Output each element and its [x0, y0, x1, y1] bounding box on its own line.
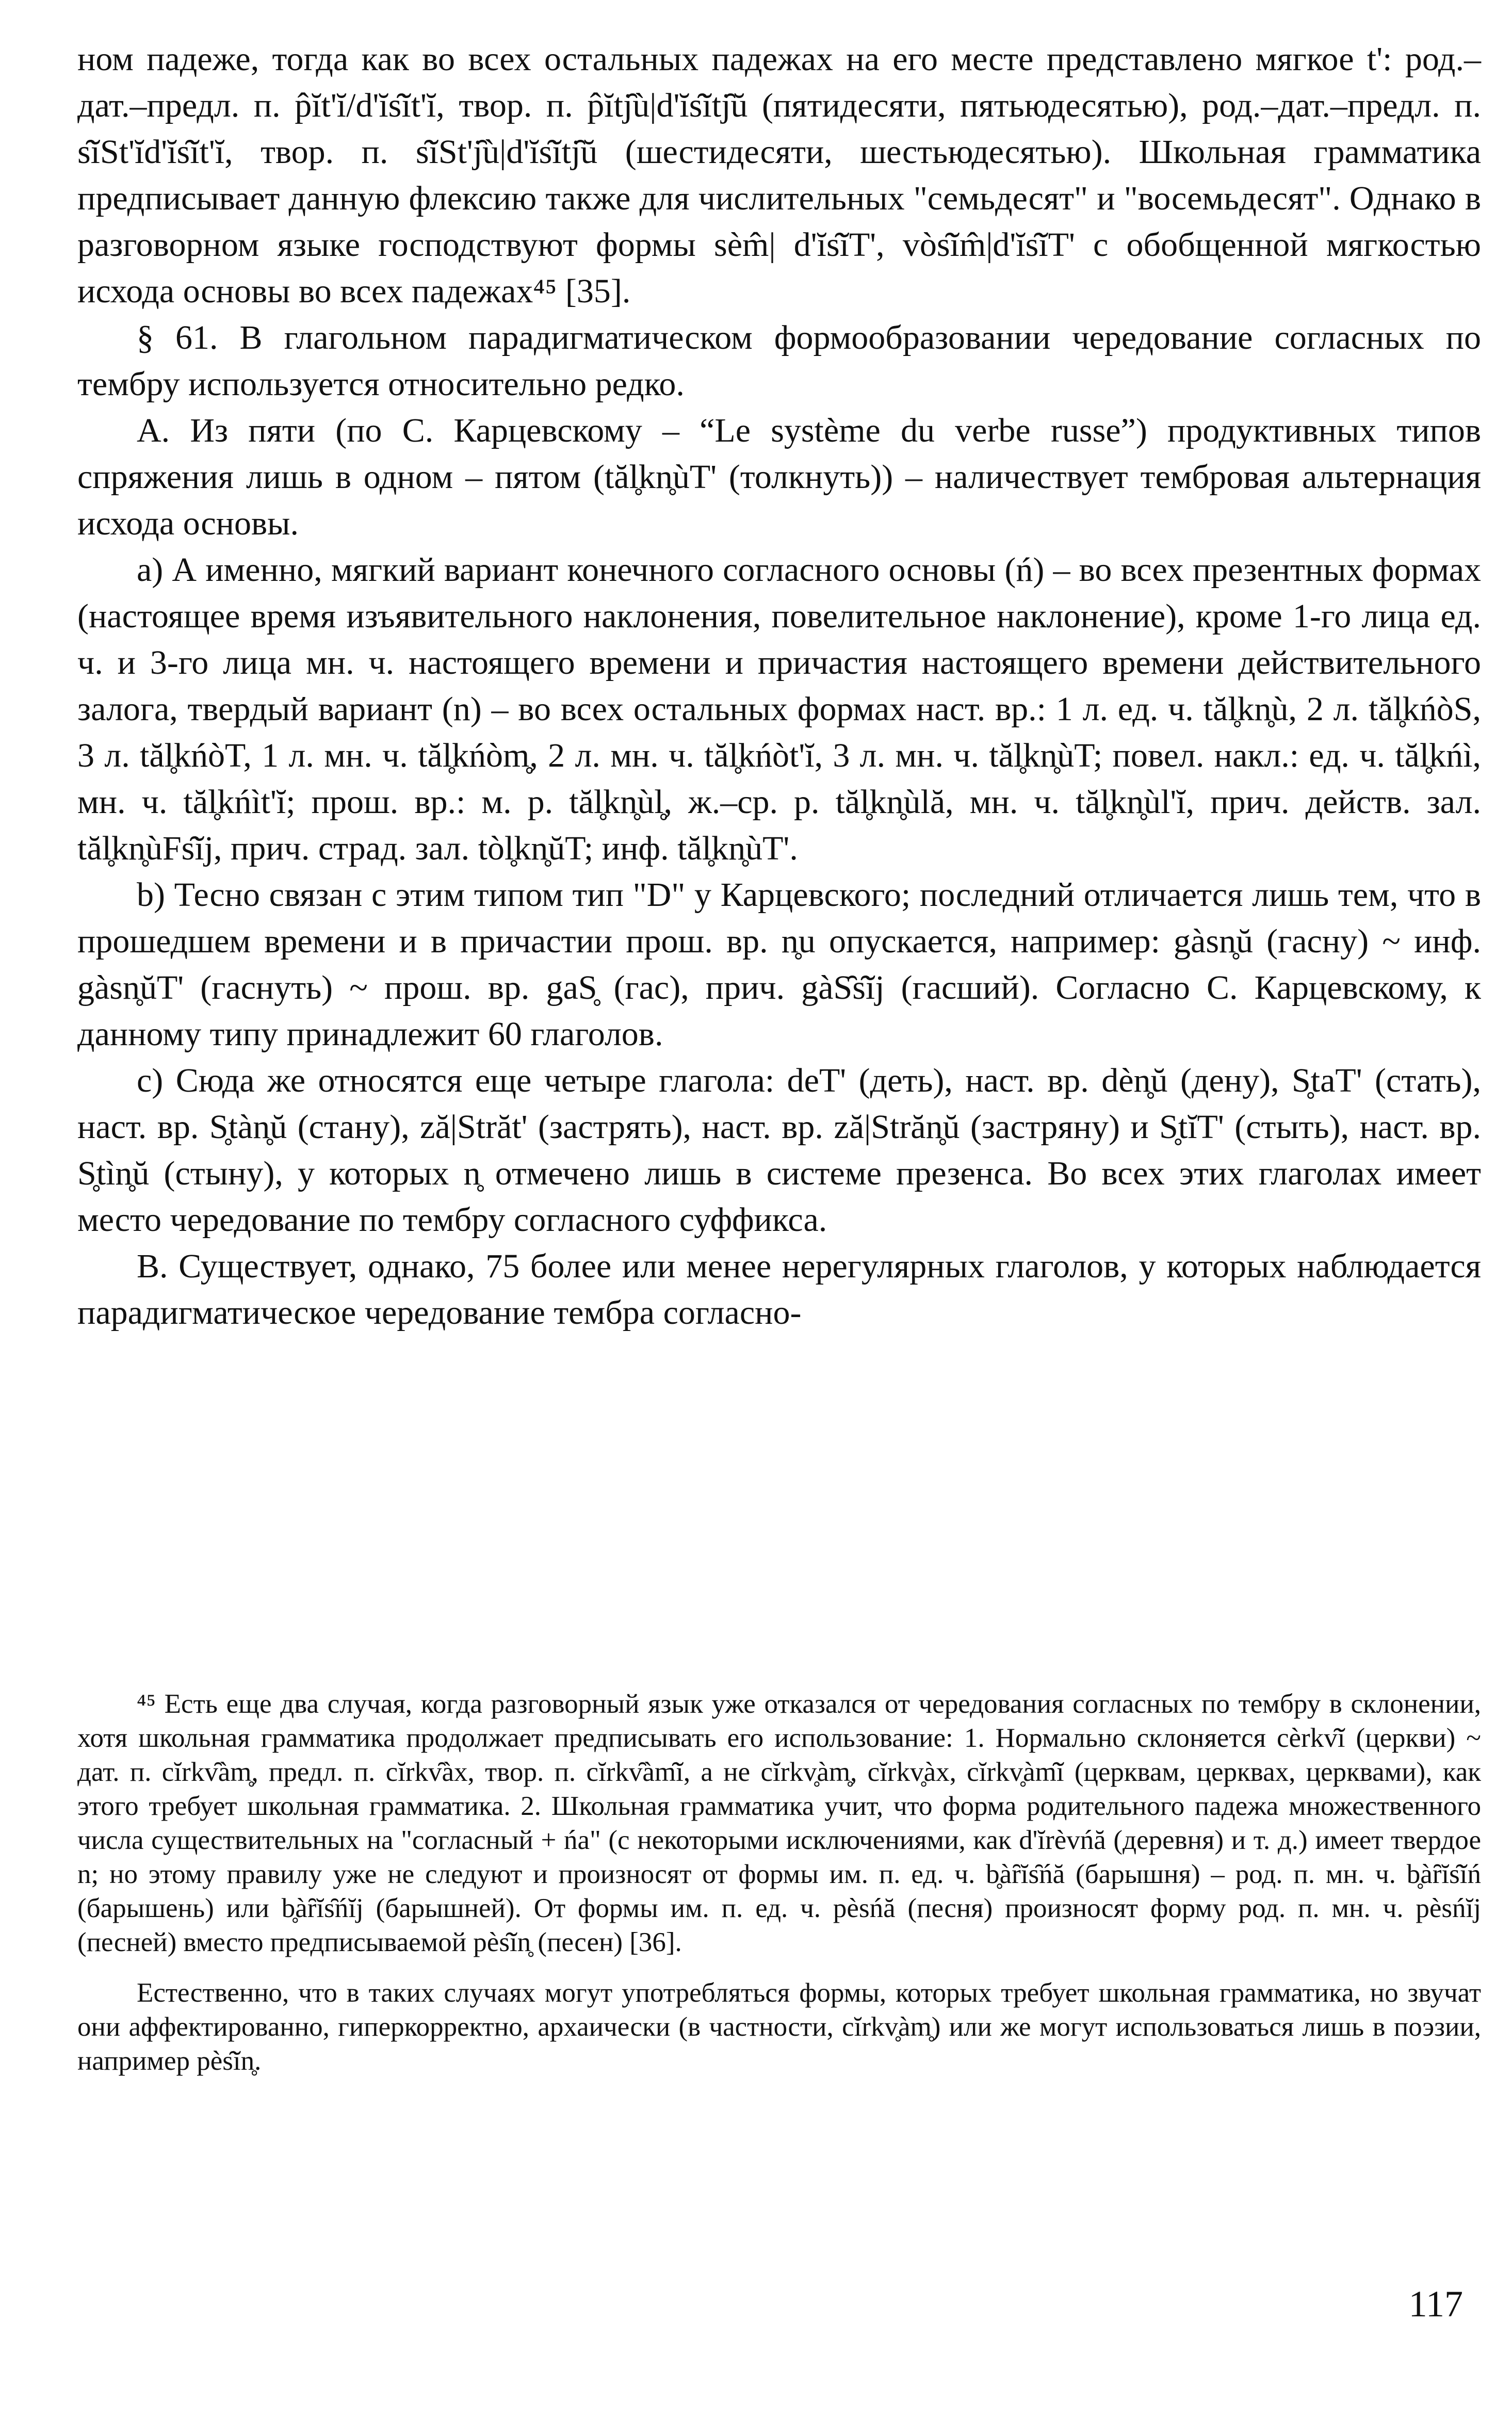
paragraph-a-c: с) Сюда же относятся еще четыре глагола: deT' (деть), наст. вр. dèn̥ŭ (дену), S̥taT' (стать), наст. вр. S̥tàn̥ŭ (стану), ză|Străt' (застрять), наст. вр. ză|Străn̥ŭ (застряну) и S̥tĭT' (стыть), наст. вр. S̥tìn̥ŭ (стыну), у которых n̥ отмечено лишь в системе презенса. Во всех этих глаголах имеет место чередование по тембру согласного суффикса.	[77, 1062, 1481, 1239]
paragraph-b: В. Существует, однако, 75 более или менее нерегулярных глаголов, у которых наблюдается парадигматическое чередование тембра согласно-	[77, 1247, 1481, 1332]
footnote-45: ⁴⁵ Есть еще два случая, когда разговорный язык уже отказался от чередования согласных по тембру в склонении, хотя школьная грамматика продолжает предписывать его использование: 1. Нормально склоняется cèrkv̑ĭ (церкви) ~ дат. п. cĭrkv̑àm̥, предл. п. cĭrkv̑àx, твор. п. cĭrkv̑àm̑ĭ, а не cĭrkv̥àm̥, cĭrkv̥àx, cĭrkv̥àm̑ĭ (церквам, церквах, церквами), как этого требует школьная грамматика. 2. Школьная грамматика учит, что форма родительного падежа множественного числа существительных на "согласный + ńa" (с некоторыми исключениями, как d'ĭrèvńă (деревня) и т. д.) имеет твердое n; но этому правилу уже не следуют и произносят от формы им. п. ед. ч. b̥àȓĭs̑ńă (барышня) – род. п. мн. ч. b̥àȓĭs̑ĭń (барышень) или b̥àȓĭs̑ńĭj (барышней). От формы им. п. ед. ч. pèsńă (песня) произносят форму род. п. мн. ч. pèsńĭj (песней) вместо предписываемой pès̑ĭn̥ (песен) [36].	[77, 1689, 1481, 1957]
paragraph-a-a: а) А именно, мягкий вариант конечного согласного основы (ń) – во всех презентных формах (настоящее время изъявительного наклонения, повелительное наклонение), кроме 1-го лица ед. ч. и 3-го лица мн. ч. настоящего времени и причастия настоящего времени действительного залога, твердый вариант (n) – во всех остальных формах наст. вр.: 1 л. ед. ч. tăl̥kn̥ù, 2 л. tăl̥kńòS, 3 л. tăl̥kńòT, 1 л. мн. ч. tăl̥kńòm̥, 2 л. мн. ч. tăl̥kńòt'ĭ, 3 л. мн. ч. tăl̥kn̥ùT; повел. накл.: ед. ч. tăl̥kńì, мн. ч. tăl̥kńìt'ĭ; прош. вр.: м. р. tăl̥kn̥ùl̥, ж.–ср. р. tăl̥kn̥ùlă, мн. ч. tăl̥kn̥ùl'ĭ, прич. действ. зал. tăl̥kn̥ùFs̑ĭj, прич. страд. зал. tòl̥kn̥ŭT; инф. tăl̥kn̥ùT'.	[77, 551, 1481, 867]
paragraph-a-b: b) Тесно связан с этим типом тип "D" у Карцевского; последний отличается лишь тем, что в прошедшем времени и в причастии прош. вр. n̥u опускается, например: gàsn̥ŭ (гасну) ~ инф. gàsn̥ŭT' (гаснуть) ~ прош. вр. gaS̥ (гас), прич. gàS̑s̑ĭj (гасший). Согласно С. Карцевскому, к данному типу принадлежит 60 глаголов.	[77, 876, 1481, 1053]
footnotes	[77, 1687, 1481, 2078]
main-text	[77, 36, 1481, 1336]
page-number: 117	[1408, 2283, 1463, 2325]
footnote-45-continued: Естественно, что в таких случаях могут употребляться формы, которых требует школьная грамматика, но звучат они аффектированно, гиперкорректно, архаически (в частности, cĭrkv̥àm̥) или же могут использоваться лишь в поэзии, например pès̑ĭn̥.	[77, 1978, 1481, 2076]
paragraph-a: А. Из пяти (по С. Карцевскому – “Le système du verbe russe”) продуктивных типов спряжения лишь в одном – пятом (tăl̥kn̥ùT' (толкнуть)) – наличествует тембровая альтернация исхода основы.	[77, 412, 1481, 542]
paragraph-section-61: § 61. В глагольном парадигматическом формообразовании чередование согласных по тембру используется относительно редко.	[77, 319, 1481, 403]
paragraph-continued: ном падеже, тогда как во всех остальных падежах на его месте представлено мягкое t': род.–дат.–предл. п. p̂ĭt'ĭ/d'ĭs̑ĭt'ĭ, твор. п. p̂ĭtj̑ù|d'ĭs̑ĭtj̑ŭ (пятидесяти, пятьюдесятью), род.–дат.–предл. п. s̑ĭSt'ĭd'ĭs̑ĭt'ĭ, твор. п. s̑ĭSt'j̑ù|d'ĭs̑ĭtj̑ŭ (шестидесяти, шестьюдесятью). Школьная грамматика предписывает данную флексию также для числительных "семьдесят" и "восемьдесят". Однако в разговорном языке господствуют формы sèm̂| d'ĭs̑ĭT', vòs̑ĭm̂|d'ĭs̑ĭT' с обобщенной мягкостью исхода основы во всех падежах⁴⁵ [35].	[77, 40, 1481, 310]
